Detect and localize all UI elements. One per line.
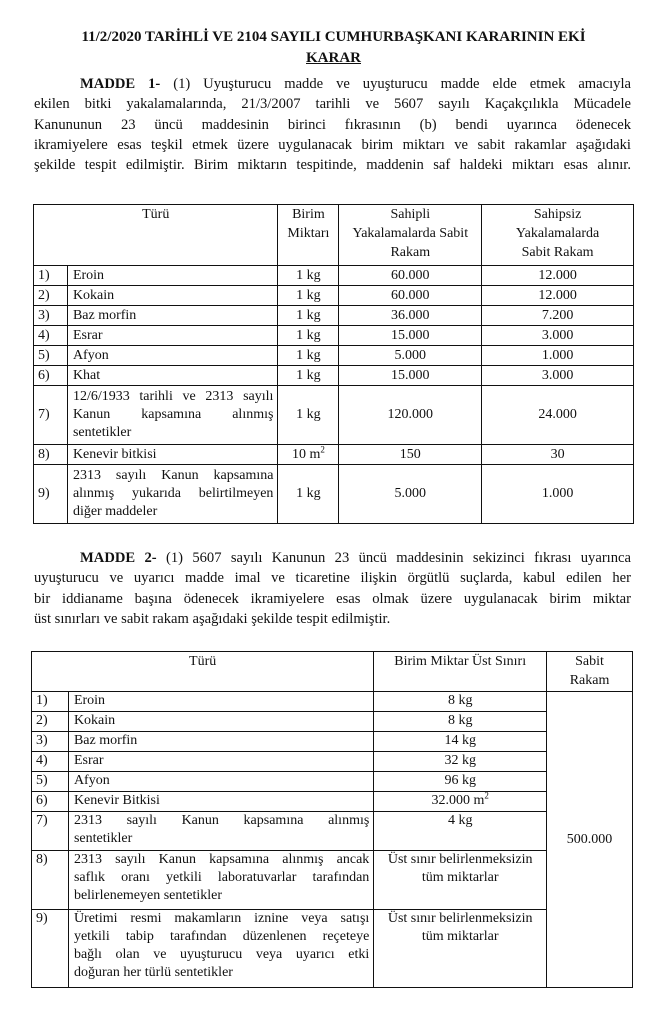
unit-amount: 1 kg <box>278 465 339 524</box>
owned-value: 5.000 <box>339 465 482 524</box>
title-line-2: KARAR <box>306 50 361 66</box>
upper-limit: 14 kg <box>374 732 547 752</box>
table-row <box>34 386 634 445</box>
table-1 <box>33 204 634 524</box>
row-number: 2) <box>32 712 69 732</box>
name-line: bağlı olan ve uyuşturucu veya uyarıcı etki <box>73 947 370 962</box>
table-row <box>32 712 633 732</box>
name-line: Kokain <box>72 287 115 303</box>
upper-limit: 32 kg <box>374 752 547 772</box>
unowned-value: 1.000 <box>482 346 634 366</box>
madde-2-line-3: bir iddianame başına ödenecek ikramiyelere esas olmak üzere uygulanacak birim miktar <box>34 590 631 607</box>
owned-value: 5.000 <box>339 346 482 366</box>
name-line: 2313 sayılı Kanun kapsamına alınmış <box>73 813 370 828</box>
table-2-header-row <box>32 652 633 692</box>
owned-value: 15.000 <box>339 326 482 346</box>
row-number: 1) <box>34 266 68 286</box>
upper-limit: 96 kg <box>374 772 547 792</box>
name-line: belirlenemeyen sentetikler <box>73 888 223 903</box>
madde-2-line-4: üst sınırları ve sabit rakam aşağıdaki şekilde tespit edilmiştir. <box>34 610 391 627</box>
upper-limit: 4 kg <box>374 812 547 851</box>
unowned-value: 3.000 <box>482 326 634 346</box>
item-name <box>68 692 373 712</box>
row-number: 7) <box>32 812 69 851</box>
madde-1-line-3: Kanununun 23 üncü maddesinin birinci fıkrasının (b) bendi uyarınca ödenecek <box>34 116 631 133</box>
row-number: 6) <box>34 366 68 386</box>
name-line: diğer maddeler <box>72 504 158 519</box>
owned-value: 60.000 <box>339 266 482 286</box>
row-number: 9) <box>34 465 68 524</box>
item-name <box>68 712 373 732</box>
table-row <box>32 851 633 910</box>
item-name <box>68 812 373 851</box>
item-name <box>67 465 278 524</box>
madde-2-line-2: uyuşturucu ve uyarıcı madde imal ve ticaretine ilişkin örgütlü suçlarda, kabul edilen her <box>34 570 631 587</box>
madde-2-line-1: MADDE 2- (1) 5607 sayılı Kanunun 23 üncü maddesinin sekizinci fıkrası uyarınca <box>80 550 631 566</box>
row-number: 8) <box>34 445 68 465</box>
owned-value: 120.000 <box>339 386 482 445</box>
name-line: 12/6/1933 tarihli ve 2313 sayılı <box>72 389 274 404</box>
row-number: 3) <box>34 306 68 326</box>
unit-amount: 1 kg <box>278 266 339 286</box>
table-1-header-sahipli: Sahipli Yakalamalarda Sabit Rakam <box>339 205 482 266</box>
item-name <box>68 752 373 772</box>
row-number: 4) <box>32 752 69 772</box>
madde-1-label: MADDE 1- <box>80 76 161 92</box>
unit-amount: 1 kg <box>278 366 339 386</box>
unowned-value: 12.000 <box>482 266 634 286</box>
unit-amount: 1 kg <box>278 346 339 366</box>
table-row <box>32 732 633 752</box>
table-row <box>32 772 633 792</box>
table-row <box>34 266 634 286</box>
table-row <box>34 286 634 306</box>
table-1-header-turu: Türü <box>34 205 278 266</box>
unowned-value: 30 <box>482 445 634 465</box>
name-line: sentetikler <box>72 425 132 440</box>
name-line: alınmış yukarıda belirtilmeyen <box>72 486 274 501</box>
owned-value: 60.000 <box>339 286 482 306</box>
unowned-value: 24.000 <box>482 386 634 445</box>
madde-2-paragraph <box>34 548 631 629</box>
upper-limit: 32.000 $m^2$ <box>374 792 547 812</box>
name-line: Esrar <box>73 753 104 768</box>
row-number: 5) <box>32 772 69 792</box>
unit-amount: 1 kg <box>278 326 339 346</box>
table-row <box>32 792 633 812</box>
name-line: Afyon <box>72 347 109 363</box>
name-line: Eroin <box>73 693 106 708</box>
table-1-header-sahipsiz: Sahipsiz Yakalamalarda Sabit Rakam <box>482 205 634 266</box>
madde-2-label: MADDE 2- <box>80 550 157 566</box>
unowned-value: 3.000 <box>482 366 634 386</box>
unit-amount: 1 kg <box>278 306 339 326</box>
item-name <box>67 346 278 366</box>
madde-1-line-2: ekilen bitki yakalamalarında, 21/3/2007 tarihli ve 5607 sayılı Kaçakçılıkla Mücadele <box>34 96 631 113</box>
item-name <box>68 792 373 812</box>
name-line: saflık oranı yetkili laboratuvarlar tarafından <box>73 870 370 885</box>
table-row <box>34 366 634 386</box>
name-line: yetkili tabip tarafından düzenlenen reçeteye <box>73 929 370 944</box>
item-name <box>67 366 278 386</box>
item-name <box>68 772 373 792</box>
row-number: 6) <box>32 792 69 812</box>
name-line: 2313 sayılı Kanun kapsamına alınmış ancak <box>73 852 370 867</box>
table-2-header-ust: Birim Miktar Üst Sınırı <box>374 652 547 692</box>
table-row <box>34 346 634 366</box>
owned-value: 36.000 <box>339 306 482 326</box>
table-1-header-row <box>34 205 634 266</box>
madde-1-paragraph <box>34 74 631 175</box>
item-name <box>68 910 373 988</box>
name-line: Üretimi resmi makamların iznine veya satışı <box>73 911 370 926</box>
table-2-header-sabit: Sabit Rakam <box>547 652 633 692</box>
madde-1-line-4: ikramiyelere esas teşkil etmek üzere uygulanacak birim miktarı ve sabit rakamlar aşağıdaki <box>34 136 631 153</box>
table-row <box>34 445 634 465</box>
item-name <box>67 286 278 306</box>
name-line: Kenevir bitkisi <box>72 446 157 462</box>
document-title <box>40 27 627 69</box>
table-row <box>32 752 633 772</box>
upper-limit: 8 kg <box>374 712 547 732</box>
row-number: 7) <box>34 386 68 445</box>
table-2-header-turu: Türü <box>32 652 374 692</box>
name-line: Khat <box>72 367 101 383</box>
unowned-value: 1.000 <box>482 465 634 524</box>
madde-1-line-1: MADDE 1- (1) Uyuşturucu madde ve uyuşturucu madde elde etmek amacıyla <box>80 76 631 92</box>
name-line: Esrar <box>72 327 103 343</box>
row-number: 5) <box>34 346 68 366</box>
table-1-header-birim: Birim Miktarı <box>278 205 339 266</box>
table-row <box>32 692 633 712</box>
owned-value: 15.000 <box>339 366 482 386</box>
item-name <box>68 732 373 752</box>
unowned-value: 12.000 <box>482 286 634 306</box>
name-line: Baz morfin <box>72 307 137 323</box>
unit-amount: 10 $m^2$ <box>278 445 339 465</box>
name-line: Afyon <box>73 773 110 788</box>
item-name <box>67 326 278 346</box>
name-line: Eroin <box>72 267 105 283</box>
madde-1-line-5: şekilde tespit edilmiştir. Birim miktarın tespitinde, maddenin saf haldeki miktarı esas alınır. <box>34 157 631 174</box>
table-row <box>32 910 633 988</box>
name-line: doğuran her türlü sentetikler <box>73 965 233 980</box>
item-name <box>68 851 373 910</box>
fixed-value: 500.000 <box>547 692 633 988</box>
row-number: 8) <box>32 851 69 910</box>
unowned-value: 7.200 <box>482 306 634 326</box>
item-name <box>67 306 278 326</box>
name-line: Kenevir Bitkisi <box>73 793 160 808</box>
row-number: 4) <box>34 326 68 346</box>
item-name <box>67 445 278 465</box>
table-row <box>32 812 633 851</box>
row-number: 9) <box>32 910 69 988</box>
title-line-1: 11/2/2020 TARİHLİ VE 2104 SAYILI CUMHURBAŞKANI KARARININ EKİ <box>81 29 586 45</box>
upper-limit: 8 kg <box>374 692 547 712</box>
row-number: 1) <box>32 692 69 712</box>
owned-value: 150 <box>339 445 482 465</box>
name-line: Kokain <box>73 713 116 728</box>
table-row <box>34 326 634 346</box>
upper-limit: Üst sınır belirlenmeksizin tüm miktarlar <box>374 910 547 988</box>
row-number: 2) <box>34 286 68 306</box>
name-line: 2313 sayılı Kanun kapsamına <box>72 468 274 483</box>
name-line: Kanun kapsamına alınmış <box>72 407 274 422</box>
item-name <box>67 266 278 286</box>
table-row <box>34 465 634 524</box>
unit-amount: 1 kg <box>278 286 339 306</box>
row-number: 3) <box>32 732 69 752</box>
name-line: Baz morfin <box>73 733 138 748</box>
table-2 <box>31 651 633 988</box>
table-row <box>34 306 634 326</box>
upper-limit: Üst sınır belirlenmeksizin tüm miktarlar <box>374 851 547 910</box>
item-name <box>67 386 278 445</box>
name-line: sentetikler <box>73 831 133 846</box>
unit-amount: 1 kg <box>278 386 339 445</box>
